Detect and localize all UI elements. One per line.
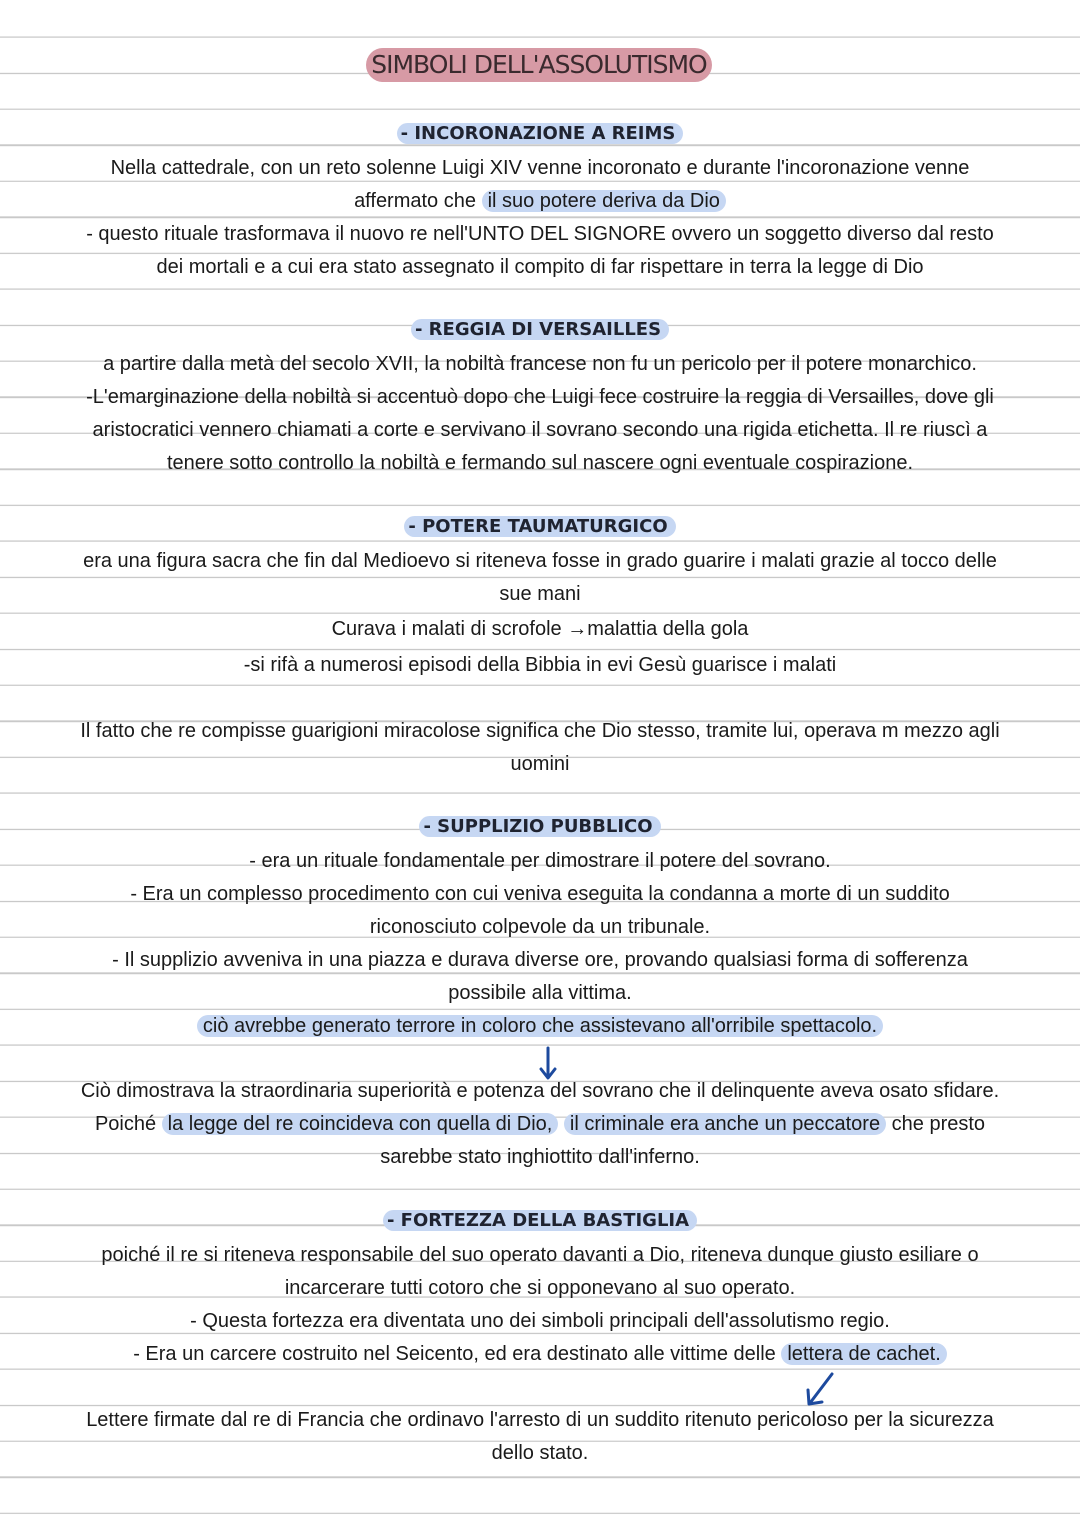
supplizio-line-4: - Il supplizio avveniva in una piazza e durava diverse ore, provando qualsiasi forma di sofferenza [112,949,968,971]
supplizio-highlight-terror: ciò avrebbe generato terrore in coloro che assistevano all'orribile spettacolo. [197,1015,883,1037]
bastiglia-line-2: incarcerare tutti cotoro che si opponevano al suo operato. [284,1277,796,1299]
versailles-line-4: tenere sotto controllo la nobiltà e fermando sul nascere ogni eventuale cospirazione. [166,452,913,474]
reims-line-3: - questo rituale trasformava il nuovo re nell'UNTO DEL SIGNORE ovvero un soggetto diverso dal resto [86,223,994,245]
section-heading-supplizio: - SUPPLIZIO PUBBLICO [0,815,1080,839]
supplizio-line-6 [0,1013,1080,1039]
versailles-line-2: -L'emarginazione della nobiltà si accentuò dopo che Luigi fece costruire la reggia di Versailles, dove gli [86,386,994,408]
bastiglia-highlight-cachet: lettera de cachet. [781,1343,946,1365]
reims-line-4: dei mortali e a cui era stato assegnato il compito di far rispettare in terra la legge di Dio [156,256,924,278]
bastiglia-line-3: - Questa fortezza era diventata uno dei simboli principali dell'assolutismo regio. [190,1310,890,1332]
supplizio-line-7: Ciò dimostrava la straordinaria superiorità e potenza del sovrano che il delinquente aveva osato sfidare. [80,1080,1000,1102]
diagonal-arrow-icon [802,1370,836,1408]
supplizio-line-8: Poiché la legge del re coincideva con quella di Dio, il criminale era anche un peccatore che presto [94,1113,986,1135]
reims-line-1: Nella cattedrale, con un reto solenne Luigi XIV venne incoronato e durante l'incoronazione venne [110,157,970,179]
supplizio-line-2: - Era un complesso procedimento con cui veniva eseguita la condanna a morte di un suddito [130,883,950,905]
bastiglia-line-4: - Era un carcere costruito nel Seicento, ed era destinato alle vittime delle lettera de cachet. [0,1341,1080,1367]
reims-highlight: il suo potere deriva da Dio [482,190,726,212]
taumaturgico-line-1: era una figura sacra che fin dal Medioevo si riteneva fosse in grado guarire i malati grazie al tocco delle [83,550,997,572]
section-heading-reims: - INCORONAZIONE A REIMS [0,122,1080,146]
section-heading-versailles: - REGGIA DI VERSAILLES [0,318,1080,342]
reims-line-2: affermato che il suo potere deriva da Dio [0,188,1080,214]
taumaturgico-line-4: -si rifà a numerosi episodi della Bibbia in evi Gesù guarisce i malati [243,654,837,676]
taumaturgico-line-2: sue mani [499,583,581,605]
section-heading-bastiglia: - FORTEZZA DELLA BASTIGLIA [0,1209,1080,1233]
section-heading-taumaturgico: - POTERE TAUMATURGICO [0,515,1080,539]
versailles-line-1: a partire dalla metà del secolo XVII, la nobiltà francese non fu un pericolo per il potere monarchico. [103,353,977,375]
supplizio-line-9: sarebbe stato inghiottito dall'inferno. [380,1146,700,1168]
versailles-line-3: aristocratici vennero chiamati a corte e servivano il sovrano secondo una rigida etichetta. Il re riuscì a [92,419,988,441]
down-arrow-icon [536,1046,560,1082]
supplizio-line-5: possibile alla vittima. [448,982,632,1004]
supplizio-highlight-sinner: il criminale era anche un peccatore [564,1113,886,1135]
bastiglia-line-6: dello stato. [491,1442,589,1464]
taumaturgico-line-5: Il fatto che re compisse guarigioni miracolose significa che Dio stesso, tramite lui, operava m mezzo agli [80,720,1000,742]
page-title: SIMBOLI DELL'ASSOLUTISMO [366,48,712,82]
bastiglia-line-1: poiché il re si riteneva responsabile del suo operato davanti a Dio, riteneva dunque giusto esiliare o [101,1244,979,1266]
bastiglia-line-5: Lettere firmate dal re di Francia che ordinavo l'arresto di un suddito ritenuto pericoloso per la sicurezza [86,1409,994,1431]
supplizio-highlight-law: la legge del re coincideva con quella di Dio, [162,1113,559,1135]
supplizio-line-3: riconosciuto colpevole da un tribunale. [369,916,711,938]
supplizio-line-1: - era un rituale fondamentale per dimostrare il potere del sovrano. [249,850,831,872]
taumaturgico-line-3: Curava i malati di scrofole →malattia della gola [331,618,749,640]
taumaturgico-line-6: uomini [510,753,570,775]
